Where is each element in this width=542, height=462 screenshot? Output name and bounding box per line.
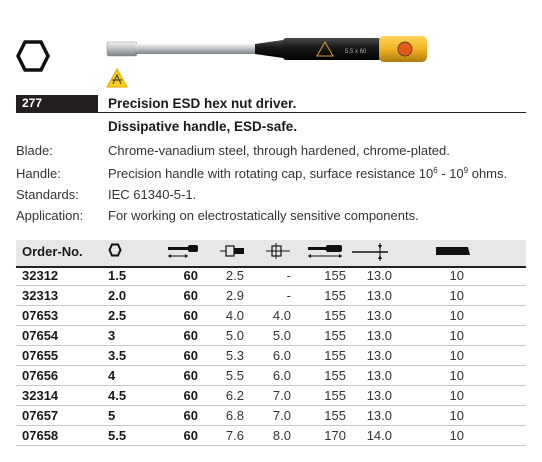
outer-diameter-icon	[218, 243, 246, 261]
spec-label-standards: Standards:	[16, 187, 79, 202]
blade-length-icon	[166, 243, 200, 261]
total-length-icon	[306, 243, 346, 261]
catalog-number-badge: 277	[16, 95, 98, 112]
table-row: 07658 5.5 60 7.6 8.0 170 14.0 10	[16, 426, 526, 446]
title-divider	[16, 112, 526, 113]
order-no-header: Order-No.	[22, 244, 83, 259]
screwdriver-image	[105, 34, 430, 64]
hex-icon	[16, 40, 50, 72]
table-row: 32313 2.0 60 2.9 - 155 13.0 10	[16, 286, 526, 306]
table-row: 07657 5 60 6.8 7.0 155 13.0 10	[16, 406, 526, 426]
esd-warning-icon	[106, 68, 128, 88]
table-row: 07653 2.5 60 4.0 4.0 155 13.0 10	[16, 306, 526, 326]
spec-value-handle: Precision handle with rotating cap, surface resistance $10^6 - 10^9$ ohms.	[108, 166, 508, 181]
table-header	[16, 240, 526, 268]
inner-diameter-icon	[264, 243, 292, 261]
table-row: 07654 3 60 5.0 5.0 155 13.0 10	[16, 326, 526, 346]
handle-marking: 5,5 x 60	[345, 49, 367, 55]
table-row: 32312 1.5 60 2.5 - 155 13.0 10	[16, 266, 526, 286]
hex-size-icon	[108, 243, 122, 257]
spec-value-standards: IEC 61340-5-1.	[108, 187, 197, 202]
spec-label-blade: Blade:	[16, 143, 53, 158]
product-title: Precision ESD hex nut driver.	[108, 96, 297, 111]
packing-unit-icon	[434, 243, 472, 259]
spec-value-application: For working on electrostatically sensitive components.	[108, 208, 419, 223]
handle-diameter-icon	[350, 243, 390, 261]
table-row: 07656 4 60 5.5 6.0 155 13.0 10	[16, 366, 526, 386]
spec-value-blade: Chrome-vanadium steel, through hardened, chrome-plated.	[108, 143, 450, 158]
product-subtitle: Dissipative handle, ESD-safe.	[108, 119, 298, 134]
table-row: 32314 4.5 60 6.2 7.0 155 13.0 10	[16, 386, 526, 406]
spec-label-application: Application:	[16, 208, 84, 223]
spec-label-handle: Handle:	[16, 166, 61, 181]
table-row: 07655 3.5 60 5.3 6.0 155 13.0 10	[16, 346, 526, 366]
